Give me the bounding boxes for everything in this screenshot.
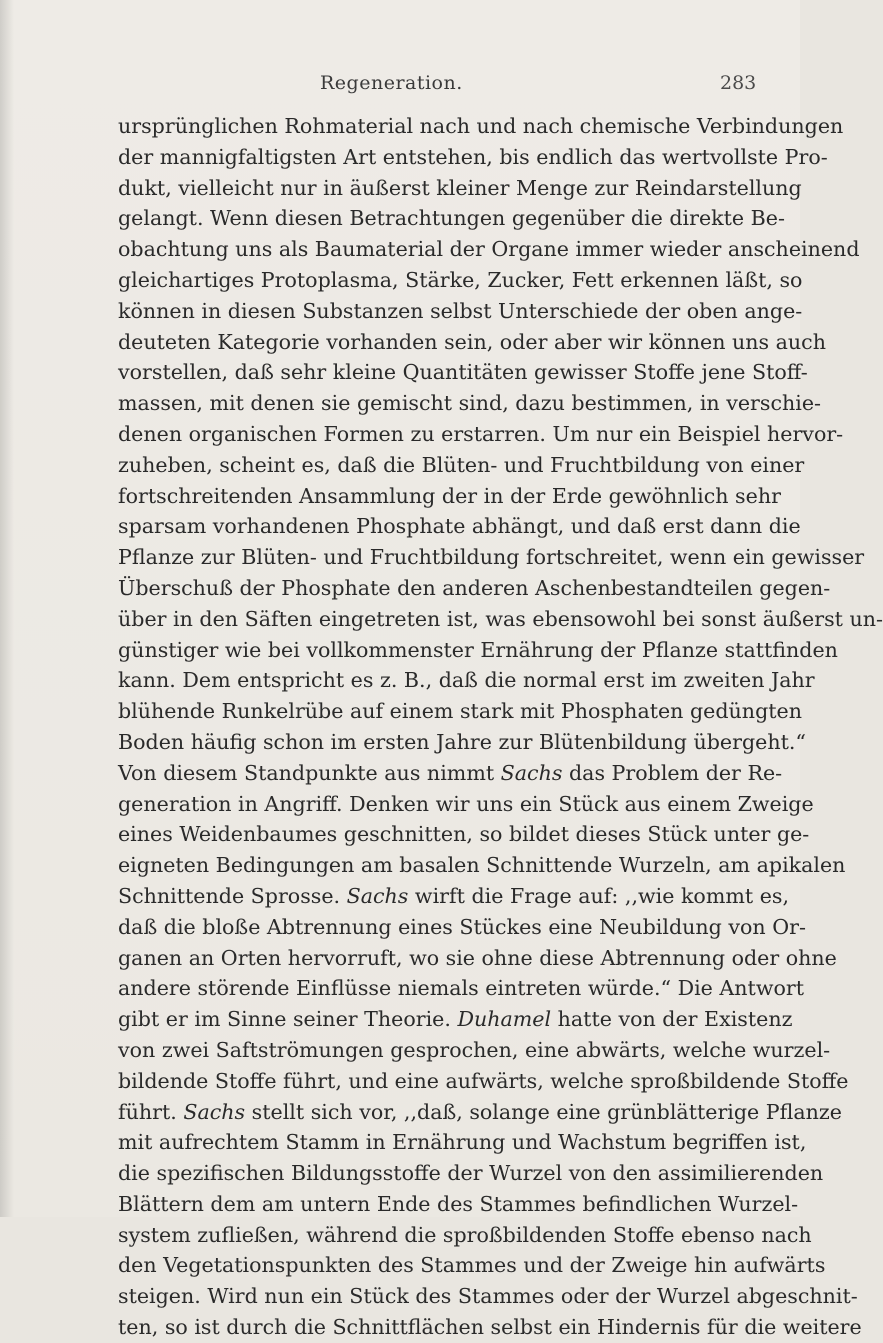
text-line: können in diesen Substanzen selbst Unterschiede der oben ange- bbox=[118, 298, 803, 323]
text-line: eigneten Bedingungen am basalen Schnittende Wurzeln, am apikalen bbox=[118, 853, 846, 878]
text-line: die spezifischen Bildungsstoffe der Wurzel von den assimilierenden bbox=[118, 1161, 824, 1186]
text-line: denen organischen Formen zu erstarren. Um nur ein Beispiel hervor- bbox=[118, 421, 844, 446]
running-head bbox=[0, 72, 800, 102]
text-line: den Vegetationspunkten des Stammes und der Zweige hin aufwärts bbox=[118, 1253, 826, 1278]
text-line: gibt er im Sinne seiner Theorie. Duhamel hatte von der Existenz bbox=[118, 1007, 793, 1032]
text-line: generation in Angriff. Denken wir uns ein Stück aus einem Zweige bbox=[118, 791, 814, 816]
text-line: system zufließen, während die sproßbildenden Stoffe ebenso nach bbox=[118, 1222, 812, 1247]
text-line: gelangt. Wenn diesen Betrachtungen gegenüber die direkte Be- bbox=[118, 206, 785, 231]
text-line: vorstellen, daß sehr kleine Quantitäten gewisser Stoffe jene Stoff- bbox=[118, 360, 808, 385]
text-line: der mannigfaltigsten Art entstehen, bis endlich das wertvollste Pro- bbox=[118, 144, 828, 169]
text-line: dukt, vielleicht nur in äußerst kleiner Menge zur Reindarstellung bbox=[118, 175, 802, 200]
text-line: obachtung uns als Baumaterial der Organe immer wieder anscheinend bbox=[118, 237, 860, 262]
text-line: massen, mit denen sie gemischt sind, dazu bestimmen, in verschie- bbox=[118, 391, 821, 416]
page-number: 283 bbox=[720, 72, 757, 94]
text-line: eines Weidenbaumes geschnitten, so bildet dieses Stück unter ge- bbox=[118, 822, 810, 847]
text-line: ganen an Orten hervorruft, wo sie ohne diese Abtrennung oder ohne bbox=[118, 945, 837, 970]
body-text bbox=[118, 111, 883, 1343]
text-line: Überschuß der Phosphate den anderen Aschenbestandteilen gegen- bbox=[118, 575, 831, 600]
text-line: von zwei Saftströmungen gesprochen, eine abwärts, welche wurzel- bbox=[118, 1037, 831, 1062]
author-name: Duhamel bbox=[457, 1007, 552, 1032]
text-line: führt. Sachs stellt sich vor, ,,daß, solange eine grünblätterige Pflanze bbox=[118, 1099, 842, 1124]
text-line: gleichartiges Protoplasma, Stärke, Zucker, Fett erkennen läßt, so bbox=[118, 267, 803, 292]
text-line: zuheben, scheint es, daß die Blüten- und Fruchtbildung von einer bbox=[118, 452, 805, 477]
text-line: fortschreitenden Ansammlung der in der Erde gewöhnlich sehr bbox=[118, 483, 781, 508]
text-line: über in den Säften eingetreten ist, was ebensowohl bei sonst äußerst un- bbox=[118, 606, 883, 631]
text-line: kann. Dem entspricht es z. B., daß die normal erst im zweiten Jahr bbox=[118, 668, 815, 693]
text-line: Boden häufig schon im ersten Jahre zur Blütenbildung übergeht.“ bbox=[118, 729, 806, 754]
text-line: bildende Stoffe führt, und eine aufwärts, welche sproßbildende Stoffe bbox=[118, 1068, 849, 1093]
text-line: günstiger wie bei vollkommenster Ernährung der Pflanze stattfinden bbox=[118, 637, 838, 662]
text-line: blühende Runkelrübe auf einem stark mit Phosphaten gedüngten bbox=[118, 699, 802, 724]
text-line: ten, so ist durch die Schnittflächen selbst ein Hindernis für die weitere bbox=[118, 1315, 862, 1340]
text-line: steigen. Wird nun ein Stück des Stammes oder der Wurzel abgeschnit- bbox=[118, 1284, 858, 1309]
text-line: sparsam vorhandenen Phosphate abhängt, und daß erst dann die bbox=[118, 514, 801, 539]
text-line: Pflanze zur Blüten- und Fruchtbildung fortschreitet, wenn ein gewisser bbox=[118, 545, 865, 570]
text-line: andere störende Einflüsse niemals eintreten würde.“ Die Antwort bbox=[118, 976, 804, 1001]
author-name: Sachs bbox=[346, 883, 409, 908]
text-line: ursprünglichen Rohmaterial nach und nach chemische Verbindungen bbox=[118, 114, 844, 138]
text-line: deuteten Kategorie vorhanden sein, oder aber wir können uns auch bbox=[118, 329, 826, 354]
text-line: Von diesem Standpunkte aus nimmt Sachs das Problem der Re- bbox=[118, 760, 783, 785]
text-line: daß die bloße Abtrennung eines Stückes eine Neubildung von Or- bbox=[118, 914, 806, 939]
page-gutter-shadow bbox=[0, 0, 14, 1217]
author-name: Sachs bbox=[500, 760, 563, 785]
author-name: Sachs bbox=[183, 1099, 246, 1124]
text-line: Blättern dem am untern Ende des Stammes befindlichen Wurzel- bbox=[118, 1191, 799, 1216]
text-line: mit aufrechtem Stamm in Ernährung und Wachstum begriffen ist, bbox=[118, 1130, 807, 1155]
text-line: Schnittende Sprosse. Sachs wirft die Frage auf: ,,wie kommt es, bbox=[118, 883, 790, 908]
running-head-title: Regeneration. bbox=[320, 72, 463, 94]
